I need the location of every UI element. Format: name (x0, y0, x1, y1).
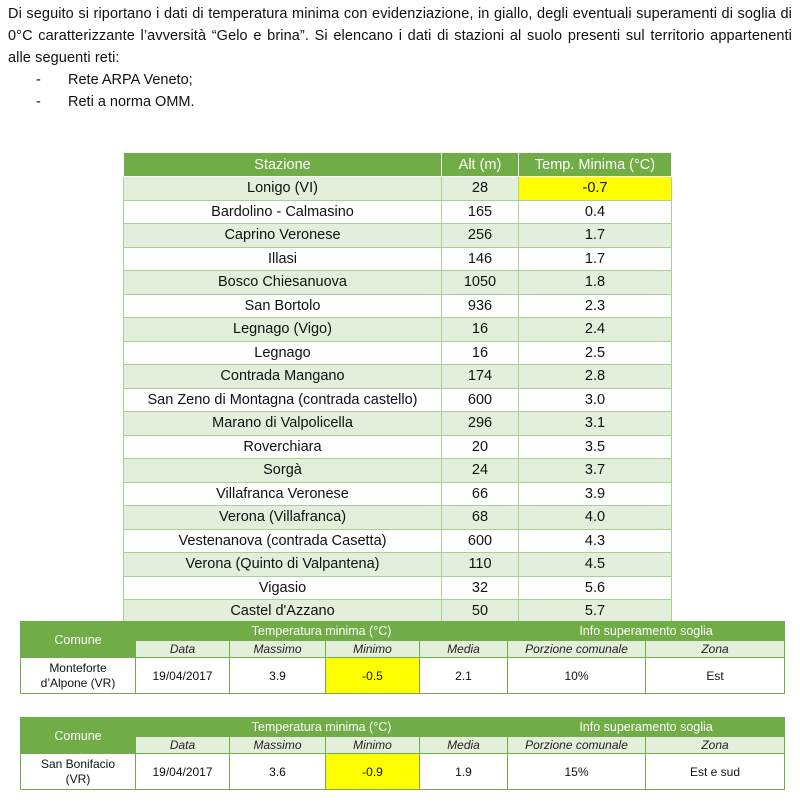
station-row (124, 553, 672, 577)
cell-alt: 20 (442, 435, 519, 459)
comune-table-monteforte (20, 621, 785, 694)
cell-alt: 600 (442, 529, 519, 553)
cell-temp-minima: 3.0 (519, 388, 672, 412)
cell-temp-minima: 3.5 (519, 435, 672, 459)
subheader-zona: Zona (646, 737, 785, 754)
header-temperatura-minima: Temperatura minima (°C) (136, 718, 508, 737)
bullet-item (8, 91, 408, 113)
header-temp-minima: Temp. Minima (°C) (519, 153, 672, 177)
cell-stazione: San Zeno di Montagna (contrada castello) (124, 388, 442, 412)
cell-stazione: Vigasio (124, 576, 442, 600)
station-row (124, 388, 672, 412)
cell-alt: 68 (442, 506, 519, 530)
cell-data: 19/04/2017 (136, 754, 230, 790)
station-row (124, 271, 672, 295)
cell-stazione: Marano di Valpolicella (124, 412, 442, 436)
cell-stazione: Roverchiara (124, 435, 442, 459)
comune-table-san-bonifacio (20, 717, 785, 790)
station-row (124, 318, 672, 342)
cell-temp-minima: 4.0 (519, 506, 672, 530)
station-row (124, 435, 672, 459)
cell-stazione: Vestenanova (contrada Casetta) (124, 529, 442, 553)
station-row (124, 177, 672, 201)
station-row (124, 294, 672, 318)
cell-temp-minima: 5.7 (519, 600, 672, 624)
subheader-porzione: Porzione comunale (508, 641, 646, 658)
comune-name-line1: San Bonifacio (40, 756, 116, 771)
cell-alt: 1050 (442, 271, 519, 295)
bullet-item (8, 69, 408, 91)
station-row (124, 365, 672, 389)
cell-stazione: Caprino Veronese (124, 224, 442, 248)
header-comune: Comune (21, 718, 136, 754)
comune-name (21, 754, 136, 790)
cell-porzione: 15% (508, 754, 646, 790)
subheader-minimo: Minimo (326, 737, 420, 754)
cell-media: 1.9 (420, 754, 508, 790)
cell-stazione: Bosco Chiesanuova (124, 271, 442, 295)
cell-alt: 600 (442, 388, 519, 412)
station-row (124, 224, 672, 248)
cell-alt: 66 (442, 482, 519, 506)
subheader-porzione: Porzione comunale (508, 737, 646, 754)
cell-alt: 174 (442, 365, 519, 389)
cell-stazione: Verona (Villafranca) (124, 506, 442, 530)
cell-stazione: Legnago (Vigo) (124, 318, 442, 342)
station-row (124, 576, 672, 600)
subheader-massimo: Massimo (230, 737, 326, 754)
subheader-data: Data (136, 641, 230, 658)
comune-name (21, 658, 136, 694)
cell-alt: 146 (442, 247, 519, 271)
cell-alt: 16 (442, 341, 519, 365)
cell-zona: Est (646, 658, 785, 694)
cell-temp-minima: 1.7 (519, 224, 672, 248)
station-row (124, 412, 672, 436)
cell-temp-minima: -0.7 (519, 177, 672, 201)
cell-alt: 165 (442, 200, 519, 224)
cell-zona: Est e sud (646, 754, 785, 790)
cell-porzione: 10% (508, 658, 646, 694)
cell-data: 19/04/2017 (136, 658, 230, 694)
cell-temp-minima: 5.6 (519, 576, 672, 600)
cell-stazione: Legnago (124, 341, 442, 365)
cell-alt: 936 (442, 294, 519, 318)
cell-temp-minima: 3.9 (519, 482, 672, 506)
cell-massimo: 3.6 (230, 754, 326, 790)
cell-temp-minima: 2.5 (519, 341, 672, 365)
cell-stazione: Castel d'Azzano (124, 600, 442, 624)
cell-alt: 110 (442, 553, 519, 577)
subheader-zona: Zona (646, 641, 785, 658)
cell-alt: 256 (442, 224, 519, 248)
cell-stazione: Bardolino - Calmasino (124, 200, 442, 224)
comune-name-line2: (VR) (65, 771, 91, 786)
intro-text: Di seguito si riportano i dati di temperatura minima con evidenziazione, in giallo, degli eventuali superamenti di soglia di 0°C caratterizzante l’avversità “Gelo e brina”. Si elencano i dati di stazioni al suolo presenti sul territorio appartenenti alle seguenti reti: (8, 6, 792, 66)
cell-temp-minima: 4.5 (519, 553, 672, 577)
station-row (124, 247, 672, 271)
cell-stazione: Contrada Mangano (124, 365, 442, 389)
cell-minimo-highlighted: -0.5 (326, 658, 420, 694)
cell-alt: 28 (442, 177, 519, 201)
subheader-massimo: Massimo (230, 641, 326, 658)
station-row (124, 482, 672, 506)
cell-temp-minima: 0.4 (519, 200, 672, 224)
cell-minimo-highlighted: -0.9 (326, 754, 420, 790)
subheader-minimo: Minimo (326, 641, 420, 658)
header-comune: Comune (21, 622, 136, 658)
station-row (124, 529, 672, 553)
header-info-superamento: Info superamento soglia (508, 622, 785, 641)
cell-temp-minima: 3.7 (519, 459, 672, 483)
station-row (124, 600, 672, 624)
cell-alt: 16 (442, 318, 519, 342)
subheader-media: Media (420, 641, 508, 658)
cell-stazione: San Bortolo (124, 294, 442, 318)
cell-media: 2.1 (420, 658, 508, 694)
cell-stazione: Illasi (124, 247, 442, 271)
bullet-text: Reti a norma OMM. (68, 94, 195, 110)
comune-name-line1: Monteforte (49, 660, 107, 675)
cell-stazione: Verona (Quinto di Valpantena) (124, 553, 442, 577)
subheader-data: Data (136, 737, 230, 754)
bullet-text: Rete ARPA Veneto; (68, 72, 193, 88)
cell-massimo: 3.9 (230, 658, 326, 694)
cell-alt: 24 (442, 459, 519, 483)
cell-temp-minima: 2.3 (519, 294, 672, 318)
cell-temp-minima: 3.1 (519, 412, 672, 436)
stations-table (123, 152, 672, 624)
cell-temp-minima: 4.3 (519, 529, 672, 553)
stations-header-row (124, 153, 672, 177)
cell-stazione: Sorgà (124, 459, 442, 483)
cell-alt: 50 (442, 600, 519, 624)
bullet-dash: - (36, 72, 41, 88)
cell-temp-minima: 1.7 (519, 247, 672, 271)
subheader-media: Media (420, 737, 508, 754)
header-temperatura-minima: Temperatura minima (°C) (136, 622, 508, 641)
bullet-dash: - (36, 94, 41, 110)
cell-alt: 296 (442, 412, 519, 436)
header-info-superamento: Info superamento soglia (508, 718, 785, 737)
station-row (124, 341, 672, 365)
header-stazione: Stazione (124, 153, 442, 177)
cell-stazione: Villafranca Veronese (124, 482, 442, 506)
cell-stazione: Lonigo (VI) (124, 177, 442, 201)
cell-temp-minima: 2.8 (519, 365, 672, 389)
cell-alt: 32 (442, 576, 519, 600)
stations-table-body (124, 177, 672, 624)
station-row (124, 506, 672, 530)
header-alt: Alt (m) (442, 153, 519, 177)
station-row (124, 200, 672, 224)
cell-temp-minima: 2.4 (519, 318, 672, 342)
cell-temp-minima: 1.8 (519, 271, 672, 295)
intro-paragraph (8, 3, 792, 69)
comune-name-line2: d’Alpone (VR) (40, 675, 116, 690)
station-row (124, 459, 672, 483)
